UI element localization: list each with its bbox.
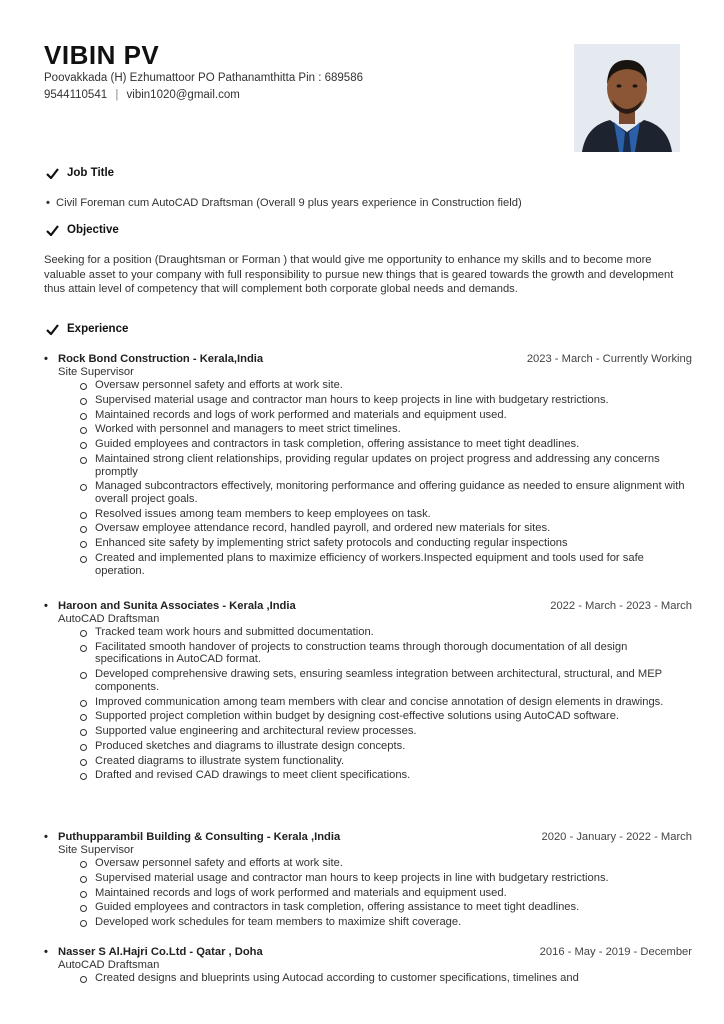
duty-item: Developed comprehensive drawing sets, ensuring seamless integration between architectural, structural, and MEP components. — [80, 668, 692, 693]
company-name: Nasser S Al.Hajri Co.Ltd - — [58, 946, 197, 958]
duty-item: Supported project completion within budget by designing cost-effective solutions using AutoCAD software. — [80, 710, 692, 723]
job-role: Site Supervisor — [58, 366, 134, 378]
job-dates: 2023 - March - Currently Working — [526, 353, 692, 365]
duty-item: Supported value engineering and architectural review processes. — [80, 725, 692, 738]
job-company — [44, 830, 340, 844]
job-title-item — [46, 197, 522, 209]
company-name: Puthupparambil Building & Consulting - — [58, 831, 274, 843]
bullet-dot: • — [44, 353, 48, 365]
company-location: Kerala ,India — [273, 831, 341, 843]
duty-item: Supervised material usage and contractor man hours to keep projects in line with budgetary restrictions. — [80, 394, 692, 407]
duty-item: Enhanced site safety by implementing strict safety protocols and conducting regular inspections — [80, 537, 692, 550]
objective-heading — [46, 224, 119, 236]
duty-item: Facilitated smooth handover of projects to construction teams through thorough documentation of all design specifications in AutoCAD format. — [80, 641, 692, 666]
duty-item: Oversaw employee attendance record, handled payroll, and ordered new materials for sites. — [80, 522, 692, 535]
candidate-name: VIBIN PV — [44, 40, 160, 70]
objective-heading-text: Objective — [67, 224, 119, 236]
job-entry — [44, 830, 692, 931]
duty-item: Resolved issues among team members to keep employees on task. — [80, 508, 692, 521]
job-header — [44, 830, 692, 844]
job-role: Site Supervisor — [58, 844, 134, 856]
job-header — [44, 945, 692, 959]
duty-item: Oversaw personnel safety and efforts at work site. — [80, 857, 692, 870]
job-title-heading — [46, 167, 114, 179]
duty-list — [44, 626, 692, 782]
bullet-dot: • — [44, 600, 48, 612]
job-dates: 2016 - May - 2019 - December — [539, 946, 692, 958]
checkmark-icon — [46, 324, 59, 335]
company-name: Rock Bond Construction - — [58, 353, 200, 365]
job-role: AutoCAD Draftsman — [58, 959, 160, 971]
duty-item: Worked with personnel and managers to meet strict timelines. — [80, 423, 692, 436]
bullet-dot: • — [44, 946, 48, 958]
duty-item: Guided employees and contractors in task completion, offering assistance to meet tight deadlines. — [80, 438, 692, 451]
bullet-dot: • — [46, 197, 50, 209]
duty-item: Maintained records and logs of work performed and materials and equipment used. — [80, 887, 692, 900]
duty-list — [44, 857, 692, 929]
job-entry — [44, 945, 692, 987]
duty-item: Maintained records and logs of work performed and materials and equipment used. — [80, 409, 692, 422]
job-role: AutoCAD Draftsman — [58, 613, 160, 625]
duty-item: Improved communication among team members with clear and concise annotation of design elements in drawings. — [80, 696, 692, 709]
company-name: Haroon and Sunita Associates - — [58, 600, 230, 612]
experience-heading-text: Experience — [67, 323, 129, 335]
job-company — [44, 945, 263, 959]
job-title-heading-text: Job Title — [67, 167, 115, 179]
checkmark-icon — [46, 168, 59, 179]
email-address: vibin1020@gmail.com — [126, 89, 240, 101]
company-location: Qatar , Doha — [196, 946, 263, 958]
duty-item: Created and implemented plans to maximize efficiency of workers.Inspected equipment and tools used for safe operation. — [80, 552, 692, 577]
job-dates: 2020 - January - 2022 - March — [541, 831, 692, 843]
bullet-dot: • — [44, 831, 48, 843]
duty-item: Oversaw personnel safety and efforts at work site. — [80, 379, 692, 392]
objective-text: Seeking for a position (Draughtsman or Forman ) that would give me opportunity to enhance my skills and to become more valuable asset to your company with full responsibility to pursue new things that is geared towards the growth and development thus attain level of competency that will complement both corporate global needs and demands. — [44, 254, 674, 296]
experience-heading — [46, 323, 128, 335]
duty-item: Maintained strong client relationships, providing regular updates on project progress and addressing any concerns promptly — [80, 453, 692, 478]
duty-list — [44, 379, 692, 577]
company-location: Kerala,India — [199, 353, 264, 365]
job-company — [44, 352, 263, 366]
company-location: Kerala ,India — [229, 600, 296, 612]
duty-item: Guided employees and contractors in task completion, offering assistance to meet tight deadlines. — [80, 901, 692, 914]
duty-item: Developed work schedules for team members to maximize shift coverage. — [80, 916, 692, 929]
contact-line — [44, 87, 363, 104]
contact-block — [44, 70, 363, 104]
job-entry — [44, 352, 692, 579]
job-entry — [44, 599, 692, 784]
contact-separator: | — [115, 89, 119, 101]
job-header — [44, 599, 692, 613]
job-header — [44, 352, 692, 366]
address: Poovakkada (H) Ezhumattoor PO Pathanamthitta Pin : 689586 — [44, 72, 363, 84]
duty-item: Supervised material usage and contractor man hours to keep projects in line with budgetary restrictions. — [80, 872, 692, 885]
checkmark-icon — [46, 225, 59, 236]
job-dates: 2022 - March - 2023 - March — [550, 600, 692, 612]
duty-item: Managed subcontractors effectively, monitoring performance and offering guidance as needed to ensure alignment with overall project goals. — [80, 480, 692, 505]
duty-item: Created designs and blueprints using Autocad according to customer specifications, timelines and — [80, 972, 692, 985]
phone-number: 9544110541 — [44, 89, 108, 101]
duty-item: Created diagrams to illustrate system functionality. — [80, 755, 692, 768]
duty-item: Drafted and revised CAD drawings to meet client specifications. — [80, 769, 692, 782]
duty-item: Tracked team work hours and submitted documentation. — [80, 626, 692, 639]
job-company — [44, 599, 296, 613]
profile-photo — [574, 44, 680, 152]
portrait-illustration — [574, 44, 680, 152]
job-title-text: Civil Foreman cum AutoCAD Draftsman (Overall 9 plus years experience in Construction field) — [56, 197, 522, 209]
duty-item: Produced sketches and diagrams to illustrate design concepts. — [80, 740, 692, 753]
duty-list — [44, 972, 692, 985]
